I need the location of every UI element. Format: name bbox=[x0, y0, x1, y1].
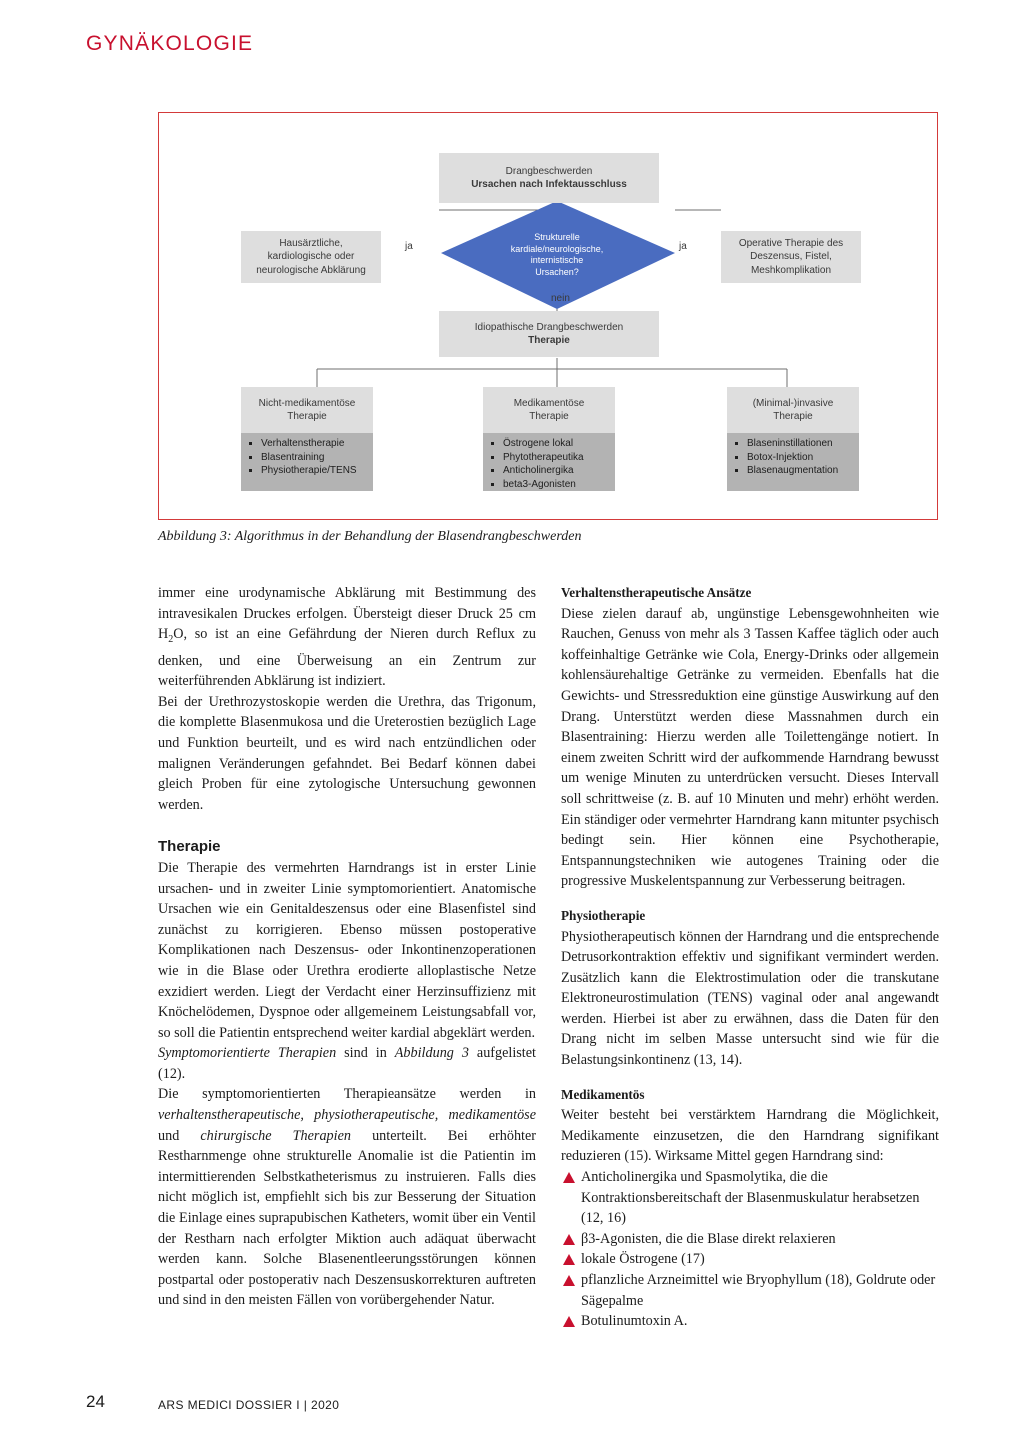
list-item: lokale Östrogene (17) bbox=[561, 1249, 939, 1270]
flowchart-referral-box: Hausärztliche, kardiologische oder neurologische Abklärung bbox=[241, 231, 381, 283]
subsection-heading: Medikamentös bbox=[561, 1086, 645, 1102]
paragraph: Diese zielen darauf ab, ungünstige Lebensgewohnheiten wie Rauchen, Genuss von mehr als 3 Tassen Kaffee täglich oder auch koffeinhaltige Getränke wie Cola, Energy-Drinks oder allgemein kohlensäurehaltige Getränke zu vermeiden. Ebenfalls hat die Gewichts- und Stressreduktion eine günstige Auswirkung auf den Drang. Unterstützt werden diese Massnahmen durch ein Blasentraining: Hierzu werden alle Toilettengänge notiert. In einem zweiten Schritt wird der aufkommende Harndrang bewusst um wenige Minuten zu unterdrücken versucht. Dieses Intervall soll schrittweise (z. B. auf 10 Minuten und mehr) erhöht werden. Ein ständiger oder vermehrter Harndrang kann mitunter psychisch bedingt sein. Hier können eine Psychotherapie, Entspannungstechniken wie autogenes Training oder die progressive Muskelentspannung zur Verbesserung beitragen. bbox=[561, 605, 939, 890]
list-item: Physiotherapie/TENS bbox=[247, 464, 367, 478]
list-item: Blasenaugmentation bbox=[733, 464, 853, 478]
list-item: Verhaltenstherapie bbox=[247, 437, 367, 451]
list-item: Phytotherapeutika bbox=[489, 451, 609, 465]
therapy-box-drug: Medikamentöse Therapie bbox=[483, 387, 615, 433]
label-yes-right: ja bbox=[679, 241, 687, 252]
page-number: 24 bbox=[86, 1392, 105, 1411]
figure-frame bbox=[158, 112, 938, 520]
figure-caption: Abbildung 3: Algorithmus in der Behandlung der Blasendrangbeschwerden bbox=[158, 529, 582, 544]
list-item: Anticholinergika bbox=[489, 464, 609, 478]
label-yes-left: ja bbox=[405, 241, 413, 252]
list-item: Blaseninstillationen bbox=[733, 437, 853, 451]
therapy-box-invasive: (Minimal-)invasive Therapie bbox=[727, 387, 859, 433]
section-label: GYNÄKOLOGIE bbox=[86, 32, 254, 55]
list-item: pflanzliche Arzneimittel wie Bryophyllum (18), Goldrute oder Sägepalme bbox=[561, 1270, 939, 1311]
flowchart-idiopathic-box: Idiopathische Drangbeschwerden Therapie bbox=[439, 311, 659, 357]
list-item: Blasentraining bbox=[247, 451, 367, 465]
medication-list bbox=[561, 1167, 939, 1332]
flowchart-surgery-box: Operative Therapie des Deszensus, Fistel, Meshkomplikation bbox=[721, 231, 861, 283]
subsection-heading: Verhaltenstherapeutische Ansätze bbox=[561, 585, 752, 600]
right-column bbox=[561, 583, 939, 1332]
paragraph: Symptomorientierte Therapien sind in Abbildung 3 aufgelistet (12). bbox=[158, 1045, 536, 1082]
list-item: Östrogene lokal bbox=[489, 437, 609, 451]
list-item: Botulinumtoxin A. bbox=[561, 1311, 939, 1332]
list-item: beta3-Agonisten bbox=[489, 478, 609, 492]
journal-name: ARS MEDICI DOSSIER I | 2020 bbox=[158, 1398, 340, 1412]
list-item: β3-Agonisten, die die Blase direkt relaxieren bbox=[561, 1229, 939, 1250]
left-column bbox=[158, 583, 536, 1311]
paragraph: Die symptomorientierten Therapieansätze werden in verhaltenstherapeutische, physiotherapeutische, medikamentöse und chirurgische Therapien unterteilt. Bei erhöhter Restharnmenge ohne strukturelle Anomalie ist die Patientin im intermittierenden Selbstkatheterismus zu instruieren. Falls dies nicht möglich ist, empfiehlt sich bis zur Besserung der Situation die Einlage eines suprapubischen Katheters, womit über ein Ventil der Restharn nach erfolgter Miktion auch adäquat überwacht werden kann. Solche Blasenentleerungsstörungen können postpartal oder postoperativ nach Deszensuskorrekturen auftreten und sind in den meisten Fällen von vorübergehender Natur. bbox=[158, 1086, 536, 1309]
decision-question: Strukturelle kardiale/neurologische, internistische Ursachen? bbox=[510, 232, 604, 278]
list-item: Anticholinergika und Spasmolytika, die die Kontraktionsbereitschaft der Blasenmuskulatur herabsetzen (12, 16) bbox=[561, 1167, 939, 1229]
therapy-list-invasive bbox=[727, 433, 859, 491]
therapy-box-non-drug: Nicht-medikamentöse Therapie bbox=[241, 387, 373, 433]
paragraph: Die Therapie des vermehrten Harndrangs ist in erster Linie ursachen- und in zweiter Linie symptomorientiert. Anatomische Ursachen wie ein Genitaldeszensus oder eine Blasenfistel sind zunächst zu korrigieren. Ebenso müssen postoperative Komplikationen nach Deszensus- oder Inkontinenzoperationen wie in die Blase oder Urethra erodierte alloplastische Netze exzidiert werden. Liegt der Verdacht einer Herzinsuffizienz mit Knöchelödemen, Dyspnoe oder allgemeinem Leistungsabfall vor, so soll die Patientin entsprechend weiter kardial abgeklärt werden. bbox=[158, 859, 536, 1041]
paragraph: Bei der Urethrozystoskopie werden die Urethra, das Trigonum, die komplette Blasenmukosa und die Ureterostien bezüglich Lage und Funktion beurteilt, und es wird nach entzündlichen oder malignen Veränderungen gefahndet. Bei Bedarf können dabei gleich Proben für eine zytologische Untersuchung gewonnen werden. bbox=[158, 693, 536, 813]
subsection-heading: Physiotherapie bbox=[561, 907, 646, 923]
label-no: nein bbox=[551, 293, 570, 304]
paragraph: immer eine urodynamische Abklärung mit Bestimmung des intravesikalen Druckes erfolgen. Übersteigt dieser Druck 25 cm $H_2O$, so ist an eine Gefährdung der Nieren durch Reflux zu denken, und eine Überweisung an ein Zentrum zur weiterführenden Abklärung ist indiziert. bbox=[158, 585, 536, 690]
flowchart-start-box: Drangbeschwerden Ursachen nach Infektausschluss bbox=[439, 153, 659, 203]
paragraph: Weiter besteht bei verstärktem Harndrang die Möglichkeit, Medikamente einzusetzen, die den Harndrang signifikant reduzieren (15). Wirksame Mittel gegen Harndrang sind: bbox=[561, 1107, 939, 1165]
paragraph: Physiotherapeutisch können der Harndrang und die entsprechende Detrusorkontraktion effektiv und signifikant vermindert werden. Zusätzlich kann die Elektrostimulation oder die transkutane Elektroneurostimulation (TENS) vaginal oder anal angewandt werden. Hierbei ist aber zu erwähnen, dass die Daten für den Drang nicht im selben Masse untersucht sind wie für die Belastungsinkontinenz (13, 14). bbox=[561, 928, 939, 1069]
therapy-list-drug bbox=[483, 433, 615, 491]
list-item: Botox-Injektion bbox=[733, 451, 853, 465]
therapy-list-non-drug bbox=[241, 433, 373, 491]
section-heading: Therapie bbox=[158, 837, 221, 855]
